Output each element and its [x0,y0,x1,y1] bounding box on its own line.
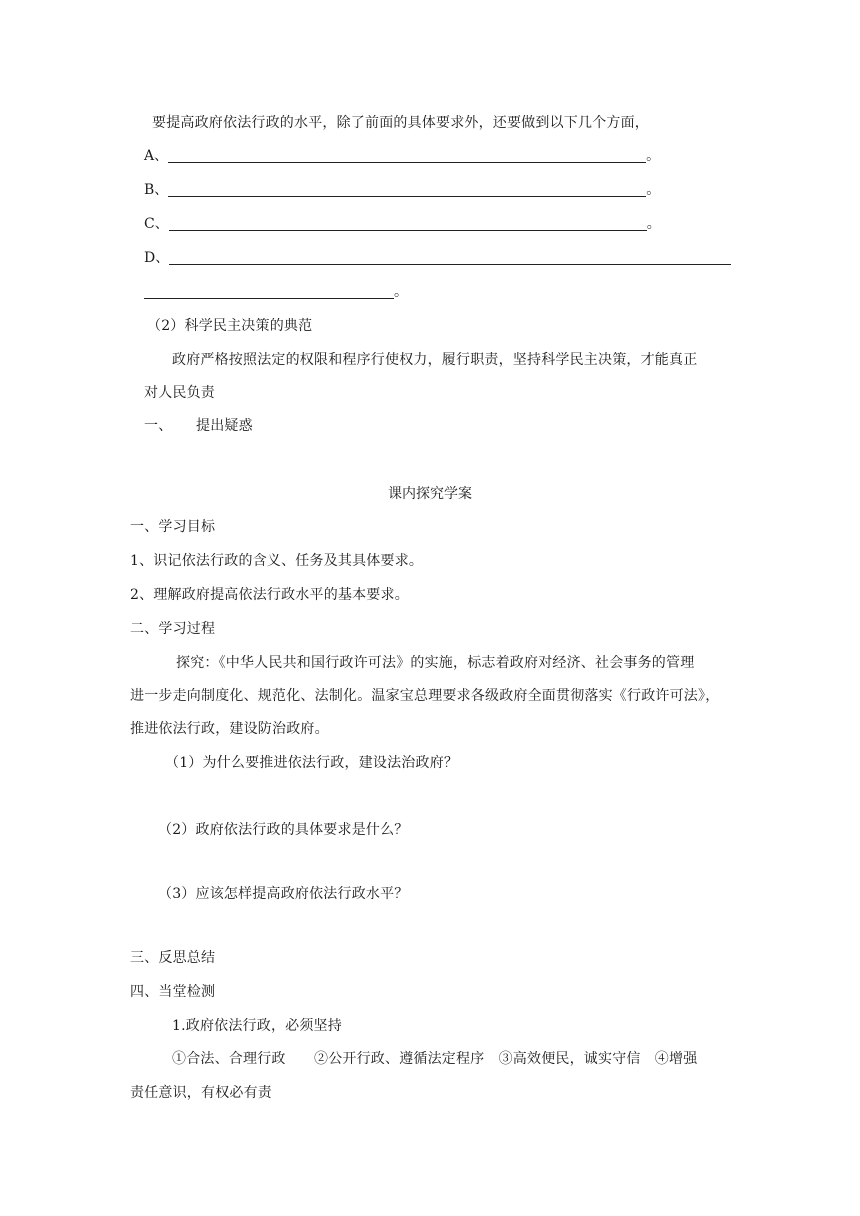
fill-blank-d[interactable] [169,250,731,265]
question-heading-text: 提出疑惑 [196,418,253,434]
blank-label-c: C、 [144,216,169,232]
goal-item-2: 2、理解政府提高依法行政水平的基本要求。 [130,587,409,603]
paragraph-line-1: 政府严格按照法定的权限和程序行使权力，履行职责，坚持科学民主决策，才能真正 [172,352,698,368]
blank-label-b: B、 [144,182,169,198]
test-options-line-1: ①合法、合理行政 ②公开行政、遵循法定程序 ③高效便民，诚实守信 ④增强 [172,1051,698,1067]
blank-end-d: 。 [394,284,408,300]
question-2: （2）政府依法行政的具体要求是什么？ [158,822,409,838]
goal-item-1: 1、识记依法行政的含义、任务及其具体要求。 [130,553,424,569]
fill-blank-b[interactable] [168,182,646,197]
blank-row-d [144,248,731,268]
question-3: （3）应该怎样提高政府依法行政水平？ [158,886,409,902]
test-options-line-2: 责任意识，有权必有责 [130,1085,272,1101]
blank-row-d-continued [144,282,408,302]
blank-row-a [144,146,660,166]
fill-blank-c[interactable] [169,216,647,231]
blank-row-c [144,214,661,234]
fill-blank-d-continued[interactable] [144,284,394,299]
blank-label-a: A、 [144,148,169,164]
question-heading-number: 一、 [144,418,173,434]
blank-end-a: 。 [646,148,661,164]
explore-line-3: 推进依法行政，建设防治政府。 [130,721,329,737]
explore-line-1: 探究：《中华人民共和国行政许可法》的实施，标志着政府对经济、社会事务的管理 [176,655,695,671]
goals-heading: 一、学习目标 [130,519,216,535]
blank-end-b: 。 [646,182,661,198]
paragraph-line-2: 对人民负责 [144,385,215,401]
fill-blank-a[interactable] [168,148,646,163]
explore-line-2: 进一步走向制度化、规范化、法制化。温家宝总理要求各级政府全面贯彻落实《行政许可法》， [130,688,720,704]
blank-row-b [144,180,660,200]
question-1: （1）为什么要推进依法行政，建设法治政府？ [165,755,459,771]
test-heading: 四、当堂检测 [130,984,216,1000]
subheading-decision: （2）科学民主决策的典范 [147,318,313,334]
intro-text: 要提高政府依法行政的水平，除了前面的具体要求外，还要做到以下几个方面， [152,115,649,131]
reflect-heading: 三、反思总结 [130,950,216,966]
test-question-1: 1.政府依法行政，必须坚持 [172,1018,342,1034]
process-heading: 二、学习过程 [130,621,216,637]
blank-label-d: D、 [144,250,170,266]
blank-end-c: 。 [646,216,661,232]
section-title: 课内探究学案 [388,486,472,502]
